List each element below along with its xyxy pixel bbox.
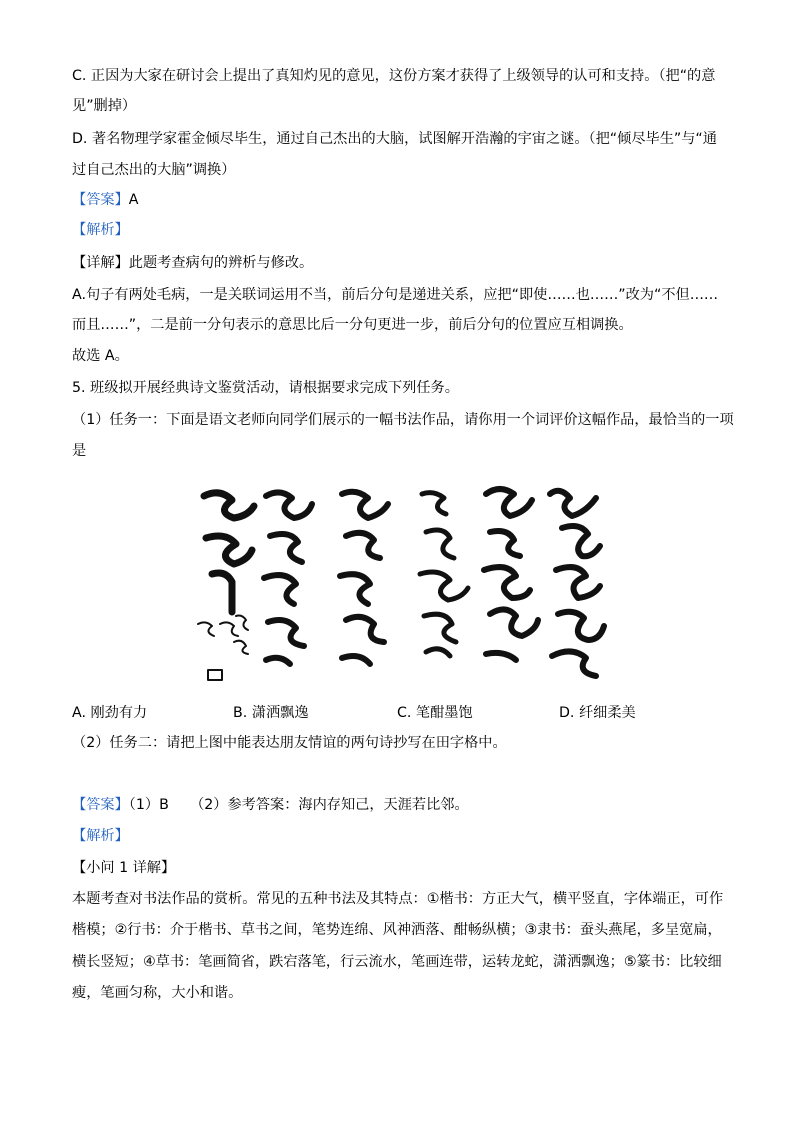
task-1-line-1: （1）任务一：下面是语文老师向同学们展示的一幅书法作品，请你用一个词评价这幅作品，最恰当的一项 [72,412,734,428]
analysis-label: 【解析】 [72,222,129,238]
option-a[interactable]: A. 刚劲有力 [72,705,148,721]
paragraph-line-2: 楷模；②行书：介于楷书、草书之间，笔势连绵、风神洒落、酣畅纵横；③隶书：蚕头燕尾，多呈宽扁， [72,922,722,938]
detail-line [72,253,313,273]
option-d-line-2: 过自己杰出的大脑”调换） [72,162,236,178]
answer-1 [72,190,138,210]
sub-question-label: 【小问 1 详解】 [72,860,176,876]
detail-label: 【详解】 [72,255,129,271]
option-d[interactable]: D. 纤细柔美 [559,705,636,721]
explanation-line-2: 而且……”，二是前一分句表示的意思比后一分句更进一步，前后分句的位置应互相调换。 [72,317,633,333]
option-c-line-2: 见”删掉） [72,98,137,114]
option-c[interactable]: C. 笔酣墨饱 [397,705,473,721]
question-5: 5. 班级拟开展经典诗文鉴赏活动，请根据要求完成下列任务。 [72,380,459,396]
detail-text: 此题考查病句的辨析与修改。 [128,255,314,271]
paragraph-line-1: 本题考查对书法作品的赏析。常见的五种书法及其特点：①楷书：方正大气，横平竖直，字体端正，可作 [72,891,724,907]
calligraphy-image [190,474,616,688]
answer-2 [72,795,469,815]
choose-line: 故选 A。 [72,348,129,364]
analysis-label-2: 【解析】 [72,828,129,844]
options-row [72,702,732,722]
option-c-line-1: C. 正因为大家在研讨会上提出了真知灼见的意见，这份方案才获得了上级领导的认可和支持。（把“的意 [72,68,716,84]
answer-label: 【答案】 [72,192,129,208]
answer-value: A [128,192,139,208]
explanation-line-1: A.句子有两处毛病，一是关联词运用不当，前后分句是递进关系，应把“即使……也……”改为“不但…… [72,287,719,303]
option-b[interactable]: B. 潇洒飘逸 [233,705,309,721]
answer-value-2: （1）B （2）参考答案：海内存知己，天涯若比邻。 [128,797,469,813]
paragraph-line-3: 横长竖短；④草书：笔画简省，跌宕落笔，行云流水，笔画连带，运转龙蛇，潇洒飘逸；⑤篆书：比较细 [72,954,722,970]
answer-label-2: 【答案】 [72,797,129,813]
task-1-line-2: 是 [72,443,87,459]
paragraph-line-4: 瘦，笔画匀称，大小和谐。 [72,985,243,1001]
task-2: （2）任务二：请把上图中能表达朋友情谊的两句诗抄写在田字格中。 [72,735,507,751]
option-d-line-1: D. 著名物理学家霍金倾尽毕生，通过自己杰出的大脑，试图解开浩瀚的宇宙之谜。（把“倾尽毕生”与“通 [72,131,717,147]
